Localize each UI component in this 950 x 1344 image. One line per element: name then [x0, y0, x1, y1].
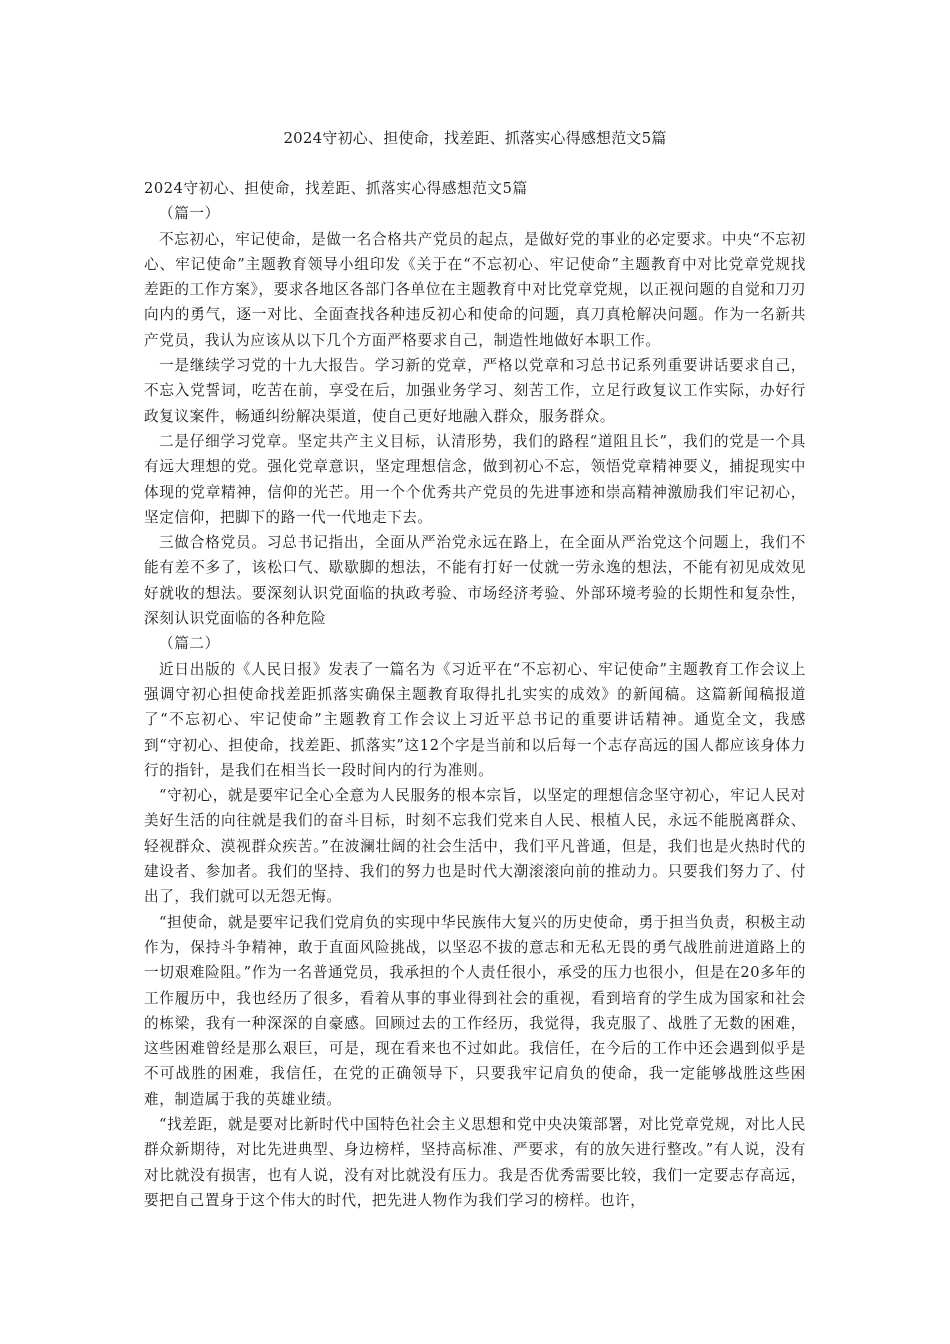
paragraph: 不忘初心，牢记使命，是做一名合格共产党员的起点，是做好党的事业的必定要求。中央“不忘初心、牢记使命”主题教育领导小组印发《关于在“不忘初心、牢记使命”主题教育中对比党章党规找差距的工作方案》，要求各地区各部门各单位在主题教育中对比党章党规，以正视问题的自觉和刀刃向内的勇气，逐一对比、全面查找各种违反初心和使命的问题，真刀真枪解决问题。作为一名新共产党员，我认为应该从以下几个方面严格要求自己，制造性地做好本职工作。	[144, 230, 806, 349]
paragraph: “担使命，就是要牢记我们党肩负的实现中华民族伟大复兴的历史使命，勇于担当负责，积极主动作为，保持斗争精神，敢于直面风险挑战，以坚忍不拔的意志和无私无畏的勇气战胜前进道路上的一切艰难险阻。”作为一名普通党员，我承担的个人责任很小，承受的压力也很小，但是在20多年的工作履历中，我也经历了很多，看着从事的事业得到社会的重视，看到培育的学生成为国家和社会的栋梁，我有一种深深的自豪感。回顾过去的工作经历，我觉得，我克服了、战胜了无数的困难，这些困难曾经是那么艰巨，可是，现在看来也不过如此。我信任，在今后的工作中还会遇到似乎是不可战胜的困难，我信任，在党的正确领导下，只要我牢记肩负的使命，我一定能够战胜这些困难，制造属于我的英雄业绩。	[144, 913, 806, 1108]
paragraph: 近日出版的《人民日报》发表了一篇名为《习近平在“不忘初心、牢记使命”主题教育工作会议上强调守初心担使命找差距抓落实确保主题教育取得扎扎实实的成效》的新闻稿。这篇新闻稿报道了“不忘初心、牢记使命”主题教育工作会议上习近平总书记的重要讲话精神。通览全文，我感到“守初心、担使命，找差距、抓落实”这12个字是当前和以后每一个志存高远的国人都应该身体力行的指针，是我们在相当长一段时间内的行为准则。	[144, 660, 806, 779]
paragraph: 一是继续学习党的十九大报告。学习新的党章，严格以党章和习总书记系列重要讲话要求自己，不忘入党誓词，吃苦在前，享受在后，加强业务学习、刻苦工作，立足行政复议工作实际，办好行政复议案件，畅通纠纷解决渠道，使自己更好地融入群众，服务群众。	[144, 357, 806, 425]
paragraph: 三做合格党员。习总书记指出，全面从严治党永远在路上，在全面从严治党这个问题上，我们不能有差不多了，该松口气、歇歇脚的想法，不能有打好一仗就一劳永逸的想法，不能有初见成效见好就收的想法。要深刻认识党面临的执政考验、市场经济考验、外部环境考验的长期性和复杂性，深刻认识党面临的各种危险	[144, 534, 806, 628]
document-body	[144, 176, 806, 1213]
section-label-2: （篇二）	[159, 635, 220, 653]
document-title: 2024守初心、担使命，找差距、抓落实心得感想范文5篇	[283, 129, 667, 147]
paragraph: “找差距，就是要对比新时代中国特色社会主义思想和党中央决策部署，对比党章党规，对比人民群众新期待，对比先进典型、身边榜样，坚持高标准、严要求，有的放矢进行整改。”有人说，没有对比就没有损害，也有人说，没有对比就没有压力。我是否优秀需要比较，我们一定要志存高远，要把自己置身于这个伟大的时代，把先进人物作为我们学习的榜样。也许，	[144, 1115, 806, 1209]
document-subtitle: 2024守初心、担使命，找差距、抓落实心得感想范文5篇	[144, 180, 528, 197]
section-label-1: （篇一）	[159, 205, 220, 223]
paragraph: 二是仔细学习党章。坚定共产主义目标，认清形势，我们的路程“道阻且长”，我们的党是一个具有远大理想的党。强化党章意识，坚定理想信念，做到初心不忘，领悟党章精神要义，捕捉现实中体现的党章精神，信仰的光芒。用一个个优秀共产党员的先进事迹和崇高精神激励我们牢记初心，坚定信仰，把脚下的路一代一代地走下去。	[144, 432, 806, 526]
paragraph: “守初心，就是要牢记全心全意为人民服务的根本宗旨，以坚定的理想信念坚守初心，牢记人民对美好生活的向往就是我们的奋斗目标，时刻不忘我们党来自人民、根植人民，永远不能脱离群众、轻视群众、漠视群众疾苦。”在波澜壮阔的社会生活中，我们平凡普通，但是，我们也是火热时代的建设者、参加者。我们的坚持、我们的努力也是时代大潮滚滚向前的推动力。只要我们努力了、付出了，我们就可以无怨无悔。	[144, 787, 806, 906]
